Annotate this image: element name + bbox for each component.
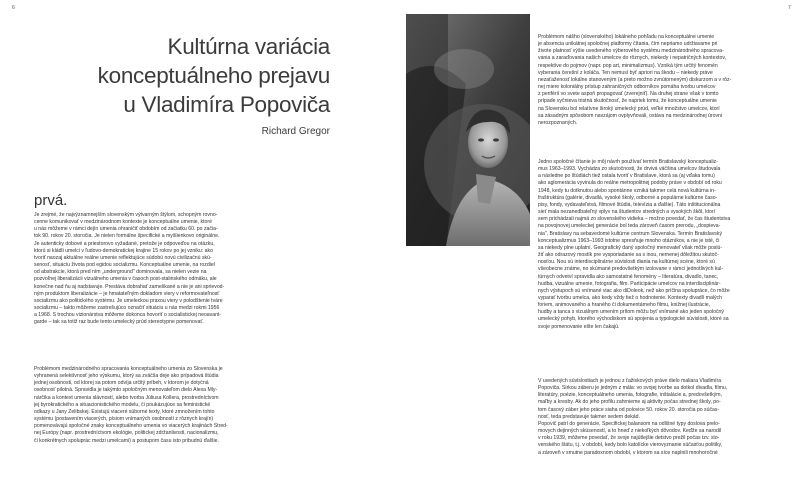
text-line: V uvedených súvislostiach je jednou z ťažiskových práve dielo maliara Vladimíra xyxy=(538,378,722,384)
text-line: či konkrétnych spoluprác medzi umelcami) a postupom času isto pribudnú ďalšie. xyxy=(34,437,219,444)
left-paragraph-2 xyxy=(34,366,330,445)
text-line: nia", Bratislavy na sebavedomé kultúrne centrum Slovenska. Termín Bratislavský xyxy=(538,230,723,237)
text-line: nej miere koloniálny prístup zahraničných odborníkov pomáha tvorbu umelcov xyxy=(538,84,716,91)
text-line: sem prichádzali najmä zo slovenského vidieka – možno povedať, že čas študentstva xyxy=(538,216,731,223)
text-line: hudba, vizuálne umenie, fotografia, film. Participácie umelcov na interdisciplinár- xyxy=(538,280,721,287)
text-line: Problémom nášho (slovenského) lokálneho pohľadu na konceptuálne umenie xyxy=(538,34,715,40)
article-title-line-3: u Vladimíra Popoviča xyxy=(123,92,330,117)
text-line: nosťou. Ňou sú interdisciplinárne súvislosti diania na kultúrnej scéne, ktoré sú xyxy=(538,259,715,266)
text-line: Problémom medzinárodného spracovania konceptuálneho umenia zo Slovenska je xyxy=(34,366,223,372)
text-line: nej Európy (napr. prostredníctvom ekológie, politickej zdržanlivosti, nacionalizmu, xyxy=(34,430,219,437)
text-line: nych výstupoch sú vnímané viac ako diDoleok, než ako príčina spolupráce, čo môže xyxy=(538,287,730,294)
text-line: a zároveň v smutne paradoxnom období, v ktorom sa síce naplnili mnohoročné xyxy=(538,449,718,456)
text-line: tom časový záber jeho práce siaha od polovice 50. rokov 20. storočia po súčas- xyxy=(538,406,720,413)
text-line: prípade vyčnieva tristná skutočnosť, že napriek tomu, že konceptuálne umenie xyxy=(538,98,717,105)
text-line: vyberania čerešní z koláča. Ten nemusí byť apriori na škodu – niekedy práve xyxy=(538,69,713,76)
text-line: Popovič patrí do generácie, Specifickej balansom na odlišné typy doslova prelo- xyxy=(538,420,720,427)
text-line: cenne komunikovať v medzinárodnom kontexte je konceptuálne umenie, ktoré xyxy=(34,219,212,226)
text-line: literatúry, poézie, konceptuálneho umenia, fotografie, inštalácie a, predovšetkým, xyxy=(538,392,722,399)
text-line: konečne nad ňu aj nadstavuje. Prestáva dobrahať zameškané a nie je ani sprievod- xyxy=(34,283,225,290)
text-line: vyhranená selektívnosť jeho výskumu, ktorý sa zväčša deje ako prípadová štúdia xyxy=(34,373,219,380)
text-line: túrnych odvetví spravidla ako samostatné fenomény – literatúra, divadlo, tanec, xyxy=(538,273,719,280)
text-line: a 1968. S trochou vizionárstva môžeme dokonca hovoriť o socialistickej neoavant- xyxy=(34,312,222,319)
text-line: tvoriť naozaj aktuálne reálne umenie reflektujúce súdobú novú civilizačnú skú- xyxy=(34,254,212,261)
text-line: jej byrokratického a situacionistického modelu, či poukázujúce sa feministické xyxy=(34,401,211,408)
right-paragraph-2 xyxy=(538,159,786,331)
text-line: u nás môžeme v rámci dejín umenia ohraničiť obdobím od začiatku 60. po začia- xyxy=(34,226,218,233)
article-header xyxy=(95,32,330,137)
left-paragraph-1 xyxy=(34,212,330,327)
text-line: socializmu ako politického systému. Je umeleckou praxou viery v polodštenie tváre xyxy=(34,297,223,304)
text-line: žiť ako odrazový mostík pre vysporiadanie sa s inou, nemenej dôležitou skutoč- xyxy=(538,252,719,259)
text-line: jednej osobnosti, od ktorej sa potom odvíja určitý príbeh, v ktorom je dotyčná xyxy=(34,380,209,387)
article-title-line-1: Kultúrna variácia xyxy=(167,34,330,59)
text-line: nezaťaženosť lokálne stanoveným (a preto možno zvnútorneným) diskurzom a v rôz- xyxy=(538,76,732,83)
text-line: v roku 1939, môžeme povedať, že svoje najútlejšie detstvo prežil počas tzv. slo- xyxy=(538,435,720,442)
text-line: movych dejinných skúseností, a to hneď z niekoľkých dôvodov. Keďže sa narodil xyxy=(538,428,722,435)
text-line: Je autenticky dobové a priestorovo vyžadané, pretože je odpoveďou na otázku, xyxy=(34,240,215,247)
text-line: od abstrakcie, ktorá pred ním „underground" dominovala, sa nielen vezie na xyxy=(34,269,207,276)
text-line: Je zrejmé, že najvýznamnejším slovenským výtvarným štýlom, schopným rovno- xyxy=(34,212,218,218)
page-number-right: 7 xyxy=(788,5,791,11)
text-line: garde – tak sa totiž raz bude tento umelecký prúd stereotypne pomenovať. xyxy=(34,319,204,326)
text-line: tok 90. rokov 20. storočia. Je nielen formálne špecifické a myšlienkovo originálne. xyxy=(34,233,220,240)
right-paragraph-3 xyxy=(538,378,786,457)
author-name: Richard Gregor xyxy=(261,126,330,137)
text-line: osobnosť pilotná. Spravidla je takýmto spoločným menovateľom dielo Alexa Mly- xyxy=(34,387,218,394)
text-line: živote platnosť výšie uvedeného výberového systému medzinárodného spracova- xyxy=(538,48,724,55)
text-line: vania a zaraďovania našich umelcov do rôznych, niekedy i nepatričných kontextov, xyxy=(538,55,726,62)
text-line: sa niekedy plne uplatní. Geografický daný spoločný menovateľ však môže poslú- xyxy=(538,244,723,251)
text-line: senosť, situáciu života pod egidou socializmu. Konceptuálne umenie, na rozdiel xyxy=(34,262,215,269)
text-line: všeobecne známe, no skúmané predovšetkým izolovane v rámci jednotlivých kul- xyxy=(538,266,724,273)
text-line: hudby a tanca s vizuálnym umením prítom môžu byť vnímané ako jeden spoločný xyxy=(538,309,724,316)
text-line: foriem, animovaného a hraného či dokumentárneho filmu, knižnej ilustrácie, xyxy=(538,302,711,309)
text-line: a následne po štúdiách tiež ostala tvoriť v Bratislave, ktorá sa (aj vďaka tomu) xyxy=(538,173,715,180)
text-line: mus 1963–1993. Vychádza zo skutočnosti, že drvivá väčšina umelcov študovala xyxy=(538,166,721,173)
text-line: umelecký pohyb, ktorého východiskom sú spojenia a typologické súvislosti, ktoré sa xyxy=(538,316,729,323)
text-line: ako aglomerácia vyvinula do reálne metropolitnej podoby práve v období od roku xyxy=(538,180,722,187)
text-line: ktorú si kládli umelci v ľudovo-demokratickej krajine 15 rokov po jej vzniku: ako xyxy=(34,247,213,254)
text-line: pozvoľnej liberalizácii vizuálneho umenia v časoch post-stalinského odmäku, ale xyxy=(34,276,217,283)
text-line: maľby a kresby. Ak do jeho profilu zahrnieme aj aktivity počas strednej školy, po- xyxy=(538,399,721,406)
text-line: z periférií vo svete aspoň propagovať (zverejniť). Na druhej strane však v tomto xyxy=(538,91,719,98)
text-line: systému (postavením viacerých, písiom vnímaných osobností z rôznych krajín) xyxy=(34,416,214,423)
text-line: Popoviča. Širkou záberu je jedným z mála: vo svojej tvorbe sa dotkol divadla, filmu, xyxy=(538,385,728,392)
text-line: pomenovávajú spoločné znaky konceptuálneho umenia vo viacerých krajinách Stred- xyxy=(34,423,228,430)
page-number-left: 6 xyxy=(12,5,15,11)
text-line: na povojnovej umeleckej generácie bol teda zároveň časom prerodu, „dospieva- xyxy=(538,223,721,230)
right-paragraph-1 xyxy=(538,34,786,127)
text-line: konceptualizmus 1963–1993 istotne spresňuje mnoho otázníkov, a nie je isté, či xyxy=(538,237,720,244)
section-heading: prvá. xyxy=(34,192,68,209)
text-line: svoje pomenovanie ešte len čakajú. xyxy=(538,323,620,330)
text-line: na Slovensku bol relatívne široký umelecký prúd, veľké množstvo umelcov, ktorí xyxy=(538,105,720,112)
text-line: sa zásadným spôsobom navzájom ovplyvňovali, ostáva na medzinárodnej úrovni xyxy=(538,112,723,119)
text-line: socializmu – takto môžeme zastrešujúco označiť situáciu u nás medzi rokmi 1956 xyxy=(34,305,220,312)
text-line: venského štátu, t.j. v období, kedy bolo katolícke vierovyznanie súčasťou politiky, xyxy=(538,442,723,449)
text-line: pisy, fondy, vydavateľstvá, filmové štúdiá, televízia a ďalšie). Táto inštitucionálna xyxy=(538,201,721,208)
text-line: 1948, kedy tu dotknutou alebo spontánne vzniká takmer celá nová kultúrna in- xyxy=(538,187,716,194)
text-line: fraštruktúra (galérie, divadlá, vysoké školy, odborné a populárne kultúrne časo- xyxy=(538,194,718,201)
text-line: Jedno spoločné čítanie je môj návrh používať termín Bratislavský konceptualiz- xyxy=(538,159,718,165)
text-line: nosť, teda predstavuje takmer sedem dekád. xyxy=(538,413,640,420)
text-line: nárčika a kontext umenia slávností, alebo tvorba Júliusa Kollera, prostredníctvom xyxy=(34,394,219,401)
text-line: ným produktom liberalizácie – je hmatateľným dokladom viery v reformovateľnosť xyxy=(34,290,220,297)
portrait-photo xyxy=(406,14,530,246)
text-line: odkazy u Jany Želibskej. Existujú viaceré súborné texty, ktoré zmnožením tohto xyxy=(34,408,215,415)
text-line: sieť mala nezanedbateľný vplyv na študentov stredných a vysokých škôl, ktorí xyxy=(538,209,716,216)
text-line: nerozpoznaných. xyxy=(538,119,578,126)
article-title-line-2: konceptuálneho prejavu xyxy=(97,63,330,88)
text-line: je absencia unikátnej spoločnej platformy čítania, čím nepriamo udržiavame pri xyxy=(538,41,718,48)
text-line: respektíve do pojmov (napr. pop art, minimalizmus). Vzniká tým určitý fenomén xyxy=(538,62,718,69)
text-line: vyparať tvorbu umelca, ako kedy vždy tiež o hodnotenie. Kontexty divadlí malých xyxy=(538,294,722,301)
